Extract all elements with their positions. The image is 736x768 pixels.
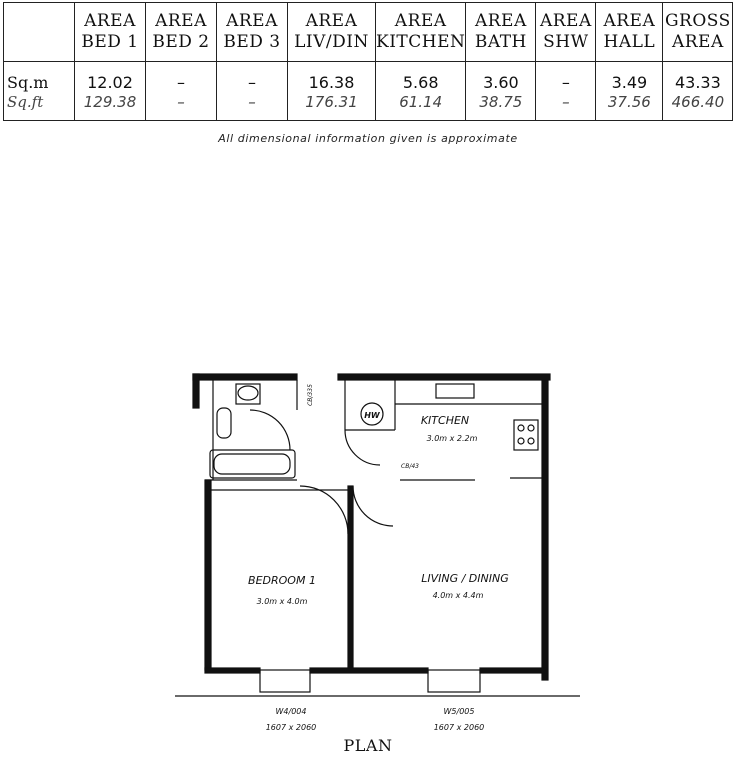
partition-wall (348, 486, 353, 668)
sink-icon (436, 384, 474, 398)
header-cell: GROSS AREA (663, 3, 733, 62)
wall-left-lower (205, 480, 211, 670)
table-row-sqft (4, 93, 733, 121)
hw-label: HW (364, 411, 380, 420)
table-cell: – (217, 93, 288, 121)
table-corner-cell (4, 3, 75, 62)
cupboard-label-b: CB/43 (401, 463, 419, 470)
room-name-bedroom: BEDROOM 1 (248, 574, 316, 587)
table-cell: 61.14 (376, 93, 466, 121)
window-w4 (260, 670, 310, 692)
window-size-w5: 1607 x 2060 (433, 723, 485, 732)
window-ref-w5: W5/005 (443, 707, 475, 716)
header-cell: AREA BED 2 (146, 3, 217, 62)
header-cell: AREA BATH (466, 3, 536, 62)
table-cell: 129.38 (75, 93, 146, 121)
table-cell: – (536, 93, 596, 121)
table-cell: 12.02 (75, 62, 146, 94)
header-cell: AREA HALL (596, 3, 663, 62)
unit-label: Sq.ft (4, 93, 75, 121)
wall-bottom-right (480, 668, 546, 673)
table-cell: 37.56 (596, 93, 663, 121)
wall-top-left (193, 374, 297, 380)
plan-title: PLAN (343, 736, 393, 755)
wall-bottom-left (205, 668, 260, 673)
table-cell: – (217, 62, 288, 94)
table-cell: 5.68 (376, 62, 466, 94)
wall-bottom-mid (310, 668, 428, 673)
area-table (3, 2, 733, 121)
table-cell: 38.75 (466, 93, 536, 121)
table-row-sqm (4, 62, 733, 94)
hob-icon (514, 420, 538, 450)
floor-plan (0, 360, 736, 732)
table-header-row (4, 3, 733, 62)
room-dims-kitchen: 3.0m x 2.2m (426, 434, 478, 443)
table-cell: 43.33 (663, 62, 733, 94)
wall-top-right (338, 374, 550, 380)
cupboard-label-a: CB/335 (307, 384, 314, 406)
room-dims-living: 4.0m x 4.4m (432, 591, 484, 600)
window-size-w4: 1607 x 2060 (265, 723, 317, 732)
basin-icon (238, 386, 258, 400)
table-cell: 3.49 (596, 62, 663, 94)
table-cell: – (146, 62, 217, 94)
unit-label: Sq.m (4, 62, 75, 94)
toilet-icon (217, 408, 231, 438)
room-name-living: LIVING / DINING (421, 572, 509, 585)
header-cell: AREA BED 1 (75, 3, 146, 62)
wall-right (542, 380, 548, 680)
table-cell: 466.40 (663, 93, 733, 121)
header-cell: AREA SHW (536, 3, 596, 62)
header-cell: AREA LIV/DIN (288, 3, 376, 62)
room-name-kitchen: KITCHEN (420, 414, 470, 427)
header-cell: AREA BED 3 (217, 3, 288, 62)
table-cell: 176.31 (288, 93, 376, 121)
wall-left (193, 374, 199, 408)
table-cell: 3.60 (466, 62, 536, 94)
disclaimer: All dimensional information given is approximate (218, 132, 518, 145)
header-cell: AREA KITCHEN (376, 3, 466, 62)
table-cell: 16.38 (288, 62, 376, 94)
window-w5 (428, 670, 480, 692)
table-cell: – (146, 93, 217, 121)
window-ref-w4: W4/004 (275, 707, 307, 716)
room-dims-bedroom: 3.0m x 4.0m (256, 597, 308, 606)
table-cell: – (536, 62, 596, 94)
